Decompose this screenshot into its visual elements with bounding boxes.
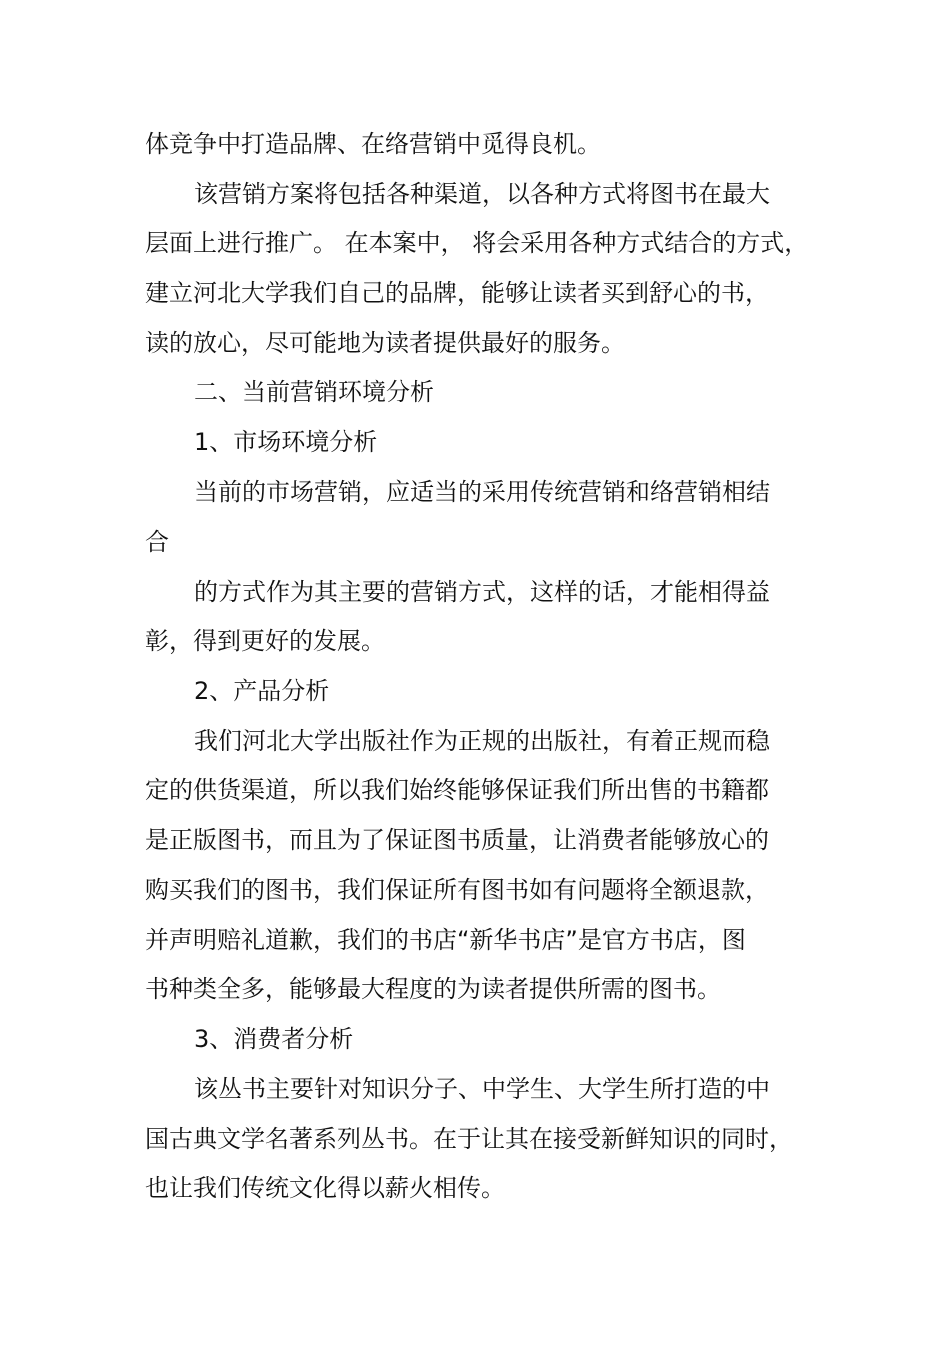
text-line: 建立河北大学我们自己的品牌，能够让读者买到舒心的书， — [145, 279, 769, 307]
subsection-heading: 1、市场环境分析 — [194, 428, 378, 456]
text-line: 定的供货渠道，所以我们始终能够保证我们所出售的书籍都 — [145, 776, 769, 804]
text-line: 的方式作为其主要的营销方式，这样的话，才能相得益 — [194, 578, 770, 606]
section-heading: 二、当前营销环境分析 — [194, 378, 434, 406]
text-line: 购买我们的图书，我们保证所有图书如有问题将全额退款， — [145, 876, 769, 904]
subsection-heading: 3、消费者分析 — [194, 1025, 354, 1053]
subsection-heading: 2、产品分析 — [194, 677, 330, 705]
text-line: 合 — [145, 528, 169, 556]
text-line: 读的放心，尽可能地为读者提供最好的服务。 — [145, 329, 625, 357]
text-line: 层面上进行推广。 在本案中， 将会采用各种方式结合的方式， — [145, 229, 809, 257]
text-line: 国古典文学名著系列丛书。在于让其在接受新鲜知识的同时， — [145, 1125, 793, 1153]
text-line: 并声明赔礼道歉，我们的书店“新华书店”是官方书店，图 — [145, 926, 746, 954]
text-line: 该丛书主要针对知识分子、中学生、大学生所打造的中 — [194, 1075, 770, 1103]
text-line: 彰，得到更好的发展。 — [145, 627, 385, 655]
text-line: 我们河北大学出版社作为正规的出版社，有着正规而稳 — [194, 727, 770, 755]
text-line: 是正版图书，而且为了保证图书质量，让消费者能够放心的 — [145, 826, 769, 854]
text-line: 该营销方案将包括各种渠道，以各种方式将图书在最大 — [194, 180, 770, 208]
text-line: 也让我们传统文化得以薪火相传。 — [145, 1174, 505, 1202]
text-line: 当前的市场营销，应适当的采用传统营销和络营销相结 — [194, 478, 770, 506]
text-line: 书种类全多，能够最大程度的为读者提供所需的图书。 — [145, 975, 721, 1003]
text-line: 体竞争中打造品牌、在络营销中觅得良机。 — [145, 130, 601, 158]
